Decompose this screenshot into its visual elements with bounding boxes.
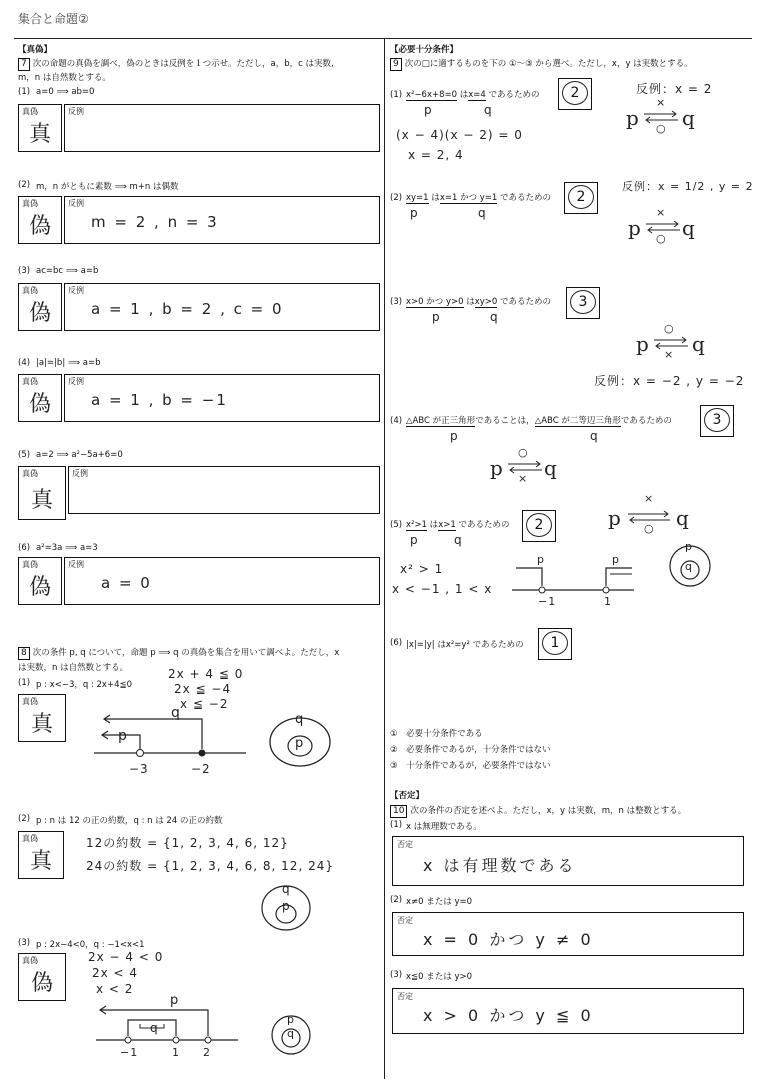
item-number: (3): [390, 970, 403, 980]
item-number: (4): [390, 416, 403, 426]
q8-instruction: [18, 646, 339, 660]
choice-text: 必要条件であるが，十分条件ではない: [406, 745, 551, 755]
truth-value: 真: [29, 849, 52, 874]
work-line: 2x ≦ −4: [174, 682, 232, 696]
proposition: a=0 ⟹ ab=0: [36, 87, 95, 97]
work-line: x < −1 , 1 < x: [392, 582, 493, 596]
truth-box: [18, 374, 62, 422]
tick-label: 1: [604, 595, 612, 608]
venn-q: q: [282, 882, 291, 896]
tail-text: であるための: [458, 520, 510, 530]
connector: は: [466, 297, 475, 307]
column-divider: [384, 39, 385, 1079]
proposition: p : 2x−4<0，q : −1<x<1: [36, 940, 145, 950]
q-label: q: [484, 103, 493, 117]
diagram-p: p: [490, 456, 503, 480]
set-label-p: p: [537, 553, 545, 566]
counter-value: a = 1 , b = −1: [91, 391, 228, 409]
statement: [406, 414, 672, 426]
counterexample-box: [64, 283, 380, 331]
counterexample-box: [64, 557, 380, 605]
condition-p: x>0 かつ y>0: [406, 297, 464, 307]
q8-number: 8: [18, 647, 30, 660]
set-label-q: q: [171, 705, 181, 721]
item-number: (1): [18, 678, 31, 688]
negation-answer: x は有理数である: [423, 856, 577, 875]
item-number: (2): [18, 180, 31, 190]
negation-label: 否定: [397, 840, 413, 849]
handwritten-note: 反例：x = 2: [636, 82, 713, 96]
proposition: p : n は 12 の正の約数，q : n は 24 の正の約数: [36, 816, 223, 826]
proposition: p : x<−3，q : 2x+4≦0: [36, 680, 133, 690]
item-number: (2): [390, 193, 403, 203]
truth-value: 偽: [30, 971, 53, 996]
condition-q: x²=y²: [445, 640, 470, 650]
negation-answer: x = 0 かつ y ≠ 0: [423, 930, 594, 949]
truth-value: 偽: [28, 214, 51, 239]
truth-label: 真偽: [22, 560, 38, 569]
diagram-p: p: [608, 506, 621, 530]
condition-p: |x|=|y|: [406, 640, 435, 650]
counter-value: a = 0: [101, 574, 152, 592]
counterexample-box: [64, 104, 380, 152]
item-number: (3): [18, 266, 31, 276]
proposition: |a|=|b| ⟹ a=b: [36, 358, 101, 368]
truth-box: [18, 104, 62, 152]
diagram-q: q: [676, 506, 689, 530]
tick-label: −3: [129, 762, 149, 776]
set-label-p: p: [118, 728, 128, 744]
header-rule: [14, 38, 752, 39]
choice-item: [390, 727, 483, 739]
proposition: x≦0 または y>0: [406, 972, 473, 982]
q10-instr: 次の条件の否定を述べよ。ただし，x，y は実数，m，n は整数とする。: [410, 806, 687, 816]
diagram-q: q: [544, 456, 557, 480]
diagram-p: p: [636, 332, 649, 356]
q7-instruction: [18, 57, 334, 71]
truth-box: [18, 694, 66, 742]
work-line: 2x + 4 ≦ 0: [168, 667, 244, 681]
mark-bottom: ×: [518, 472, 529, 485]
counter-label: 反例: [68, 286, 84, 295]
item-number: (6): [390, 638, 403, 648]
number-line-diagram: [92, 996, 242, 1054]
truth-value: 偽: [28, 392, 51, 417]
condition-p: xy=1: [406, 193, 429, 203]
tick-label: −1: [120, 1046, 139, 1059]
negation-label: 否定: [397, 916, 413, 925]
connector: は: [429, 520, 439, 530]
p-label: p: [450, 429, 459, 443]
statement: [406, 88, 540, 100]
handwritten-note: 反例：x = −2 , y = −2: [594, 374, 745, 388]
counter-label: 反例: [68, 107, 84, 116]
negation-label: 否定: [397, 992, 413, 1001]
proposition: x は無理数である。: [406, 822, 482, 832]
truth-label: 真偽: [22, 469, 38, 478]
answer-value: 3: [570, 290, 596, 314]
counter-label: 反例: [68, 199, 84, 208]
venn-p: p: [295, 736, 305, 751]
diagram-q: q: [682, 106, 695, 130]
tail-text: であるための: [620, 416, 672, 426]
counter-label: 反例: [68, 560, 84, 569]
truth-label: 真偽: [22, 697, 38, 706]
choice-number: ③: [390, 761, 398, 771]
section-title-nec-suff: 【必要十分条件】: [390, 45, 459, 55]
tail-text: であるための: [488, 90, 540, 100]
venn-p: p: [685, 540, 693, 553]
answer-box: [522, 510, 556, 542]
statement: [406, 191, 551, 203]
item-number: (3): [390, 297, 403, 307]
truth-value: 真: [30, 488, 53, 513]
choice-text: 必要十分条件である: [406, 729, 483, 739]
negation-box: [392, 836, 744, 886]
truth-label: 真偽: [22, 286, 38, 295]
q-label: q: [590, 429, 599, 443]
mark-top: ○: [664, 322, 675, 335]
mark-top: ×: [644, 492, 655, 505]
work-line: (x − 4)(x − 2) = 0: [396, 128, 523, 142]
diagram-q: q: [682, 216, 695, 240]
statement: [406, 638, 524, 650]
work-line: 12の約数 = {1, 2, 3, 4, 6, 12}: [86, 836, 289, 850]
tick-label: 1: [172, 1046, 180, 1059]
counterexample-box: [64, 374, 380, 422]
diagram-p: p: [628, 216, 641, 240]
p-label: p: [410, 533, 419, 547]
answer-box: [564, 182, 598, 214]
choice-number: ①: [390, 729, 398, 739]
q10-number: 10: [390, 805, 407, 818]
venn-p: p: [282, 899, 291, 913]
answer-value: 1: [542, 631, 568, 655]
q7-number: 7: [18, 58, 30, 71]
q8-instr-line2: は実数，n は自然数とする。: [18, 663, 129, 673]
work-line: 2x − 4 < 0: [88, 950, 164, 964]
q9-number: 9: [390, 58, 402, 71]
condition-q: xy>0: [474, 297, 498, 307]
condition-p: x²−6x+8=0: [406, 90, 458, 100]
item-number: (6): [18, 543, 31, 553]
set-label-p: p: [612, 553, 620, 566]
diagram-p: p: [626, 106, 639, 130]
proposition: x≠0 または y=0: [406, 897, 473, 907]
item-number: (4): [18, 358, 31, 368]
implication-diagram: [608, 492, 698, 538]
work-line: x² > 1: [400, 562, 444, 576]
section-title-truth: 【真偽】: [18, 45, 53, 55]
item-number: (3): [18, 938, 31, 948]
set-label-q: q: [150, 1021, 159, 1035]
mark-top: ○: [518, 446, 529, 459]
answer-value: 2: [526, 513, 552, 537]
truth-box: [18, 196, 62, 244]
truth-value: 真: [30, 712, 53, 737]
counter-value: m = 2 , n = 3: [91, 213, 219, 231]
counter-label: 反例: [72, 469, 88, 478]
venn-q: q: [287, 1027, 295, 1040]
truth-label: 真偽: [22, 199, 38, 208]
condition-q: x=1 かつ y=1: [439, 193, 498, 203]
statement: [406, 518, 509, 530]
p-label: p: [410, 206, 419, 220]
truth-box: [18, 283, 62, 331]
implication-diagram: [636, 322, 726, 362]
proposition: a=2 ⟹ a²−5a+6=0: [36, 450, 123, 460]
connector: は: [437, 640, 446, 650]
item-number: (5): [390, 520, 403, 530]
work-line: x = 2, 4: [408, 148, 464, 162]
truth-box: [18, 953, 66, 1001]
set-label-p: p: [170, 993, 180, 1008]
condition-q: x>1: [438, 520, 456, 530]
negation-box: [392, 988, 744, 1034]
connector: は: [459, 90, 469, 100]
q7-instr-line2: m，n は自然数とする。: [18, 73, 111, 83]
answer-box: [558, 78, 592, 110]
mark-bottom: ×: [664, 348, 675, 361]
choice-text: 十分条件であるが，必要条件ではない: [406, 761, 551, 771]
condition-p: x²>1: [406, 520, 427, 530]
counterexample-box: [64, 196, 380, 244]
implication-diagram: [626, 96, 716, 136]
truth-label: 真偽: [22, 107, 38, 116]
truth-label: 真偽: [22, 834, 38, 843]
truth-value: 真: [28, 122, 51, 147]
p-label: p: [424, 103, 433, 117]
mark-top: ×: [656, 96, 667, 109]
item-number: (1): [18, 87, 31, 97]
proposition: a²=3a ⟹ a=3: [36, 543, 98, 553]
negation-answer: x > 0 かつ y ≦ 0: [423, 1006, 594, 1025]
truth-value: 偽: [28, 301, 51, 326]
condition-p: △ABC が正三角形: [406, 416, 476, 426]
counter-value: a = 1 , b = 2 , c = 0: [91, 300, 284, 318]
q7-instr-line1: 次の命題の真偽を調べ，偽のときは反例を１つ示せ。ただし，a，b，c は実数,: [32, 59, 334, 69]
choice-item: [390, 743, 551, 755]
tail-text: であるための: [500, 297, 552, 307]
q10-instruction: [390, 804, 686, 818]
counter-label: 反例: [68, 377, 84, 386]
proposition: ac=bc ⟹ a=b: [36, 266, 99, 276]
handwritten-note: 反例：x = 1/2 , y = 2: [622, 180, 754, 193]
answer-value: 2: [568, 185, 594, 209]
tick-label: −1: [538, 595, 557, 608]
section-title-negation: 【否定】: [390, 791, 425, 801]
item-number: (2): [390, 895, 403, 905]
answer-box: [538, 628, 572, 660]
number-line-diagram: [90, 705, 250, 775]
q9-instruction: [390, 57, 693, 71]
condition-q: x=4: [468, 90, 486, 100]
implication-diagram: [628, 208, 718, 248]
proposition: m，n がともに素数 ⟹ m+n は偶数: [36, 182, 179, 192]
work-line: x ≦ −2: [180, 697, 229, 711]
q-label: q: [454, 533, 463, 547]
tail-text: であるための: [500, 193, 552, 203]
connector: は: [431, 193, 440, 203]
mark-bottom: ○: [656, 122, 667, 135]
page-title: 集合と命題②: [18, 12, 89, 26]
tick-label: 2: [203, 1046, 211, 1059]
work-line: 24の約数 = {1, 2, 3, 4, 6, 8, 12, 24}: [86, 859, 334, 873]
implication-diagram: [490, 448, 580, 488]
truth-box: [18, 466, 66, 520]
item-number: (2): [18, 814, 31, 824]
item-number: (1): [390, 820, 403, 830]
truth-value: 偽: [28, 575, 51, 600]
venn-p: p: [287, 1013, 295, 1026]
mark-bottom: ○: [656, 232, 667, 245]
truth-label: 真偽: [22, 377, 38, 386]
q-label: q: [490, 310, 499, 324]
counterexample-box: [68, 466, 380, 514]
item-number: (1): [390, 90, 403, 100]
truth-box: [18, 831, 64, 879]
statement: [406, 295, 551, 307]
q-label: q: [478, 206, 487, 220]
connector: であることは，: [475, 416, 535, 426]
condition-q: △ABC が二等辺三角形: [534, 416, 621, 426]
work-line: x < 2: [96, 982, 134, 996]
q9-instr: 次の□に適するものを下の ①〜③ から選べ。ただし，x，y は実数とする。: [404, 59, 693, 69]
venn-q: q: [295, 712, 305, 727]
diagram-q: q: [692, 332, 705, 356]
negation-box: [392, 912, 744, 956]
venn-q: q: [685, 560, 693, 573]
tick-label: −2: [191, 762, 211, 776]
p-label: p: [432, 310, 441, 324]
answer-box: [566, 287, 600, 319]
answer-value: 3: [704, 408, 730, 432]
item-number: (5): [18, 450, 31, 460]
mark-bottom: ○: [644, 522, 655, 535]
answer-value: 2: [562, 81, 588, 105]
truth-label: 真偽: [22, 956, 38, 965]
answer-box: [700, 405, 734, 437]
choice-item: [390, 759, 551, 771]
choice-number: ②: [390, 745, 398, 755]
q8-instr-line1: 次の条件 p, q について，命題 p ⟹ q の真偽を集合を用いて調べよ。ただし，x: [32, 648, 340, 658]
tail-text: であるための: [472, 640, 524, 650]
work-line: 2x < 4: [92, 966, 139, 980]
mark-top: ×: [656, 206, 667, 219]
truth-box: [18, 557, 62, 605]
